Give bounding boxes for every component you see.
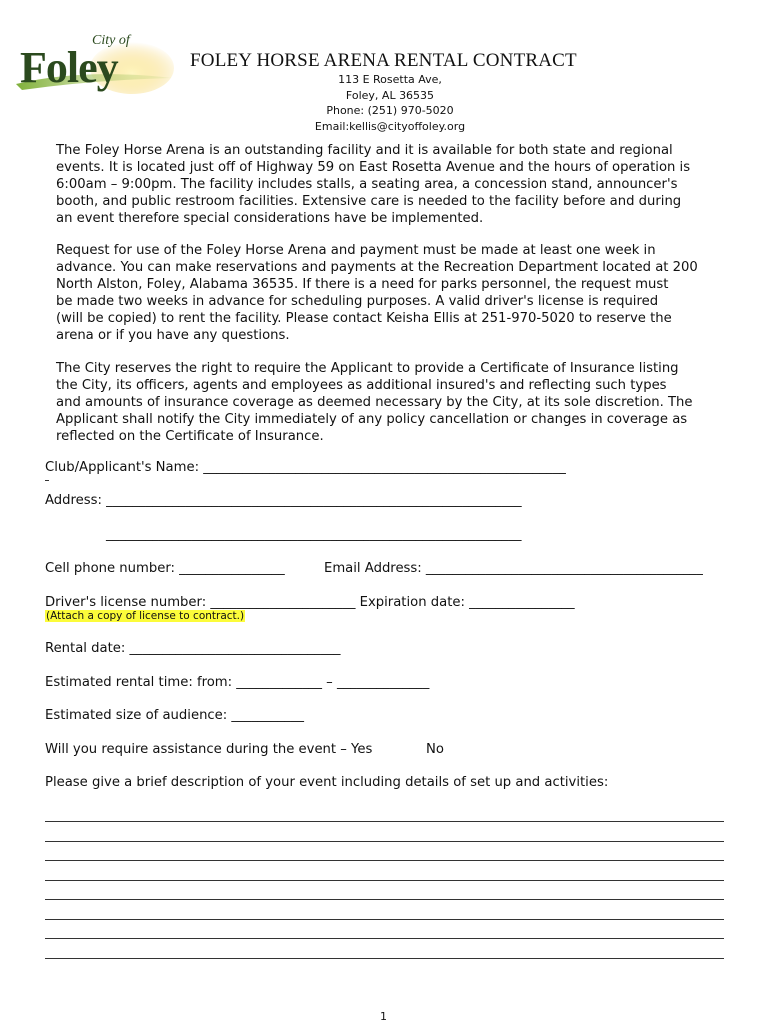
email-address-field[interactable]: Email Address: __________________________________________	[324, 561, 703, 576]
description-line[interactable]	[45, 841, 724, 842]
assistance-no-option[interactable]: No	[426, 742, 444, 757]
paragraph-line: The City reserves the right to require the Applicant to provide a Certificate of Insurance listing	[56, 361, 679, 376]
description-line[interactable]	[45, 880, 724, 881]
stray-mark	[45, 480, 49, 481]
paragraph-line: The Foley Horse Arena is an outstanding facility and it is available for both state and regional	[56, 143, 673, 158]
paragraph-line: Applicant shall notify the City immediately of any policy cancellation or changes in coverage as	[56, 412, 688, 427]
paragraph-line: 6:00am – 9:00pm. The facility includes stalls, a seating area, a concession stand, announcer's	[56, 177, 678, 192]
event-description-prompt: Please give a brief description of your event including details of set up and activities:	[45, 775, 609, 790]
cell-phone-field[interactable]: Cell phone number: ________________	[45, 561, 285, 576]
paragraph-line: the City, its officers, agents and employees as additional insured's and reflecting such types	[56, 378, 667, 393]
paragraph-line: (will be copied) to rent the facility. Please contact Keisha Ellis at 251-970-5020 to reserve the	[56, 311, 672, 326]
audience-size-field[interactable]: Estimated size of audience: ___________	[45, 708, 304, 723]
phone-line: Phone: (251) 970-5020	[326, 104, 454, 117]
page-number: 1	[380, 1010, 387, 1023]
intro-paragraph	[56, 142, 708, 227]
address-field[interactable]: Address: _______________________________________________________________	[45, 493, 522, 508]
rental-date-field[interactable]: Rental date: ________________________________	[45, 641, 341, 656]
description-line[interactable]	[45, 860, 724, 861]
request-paragraph	[56, 242, 708, 344]
logo-city-of-text: City of	[92, 33, 130, 48]
paragraph-line: North Alston, Foley, Alabama 36535. If there is a need for parks personnel, the request must	[56, 277, 669, 292]
paragraph-line: reflected on the Certificate of Insurance.	[56, 429, 324, 444]
assistance-question[interactable]: Will you require assistance during the event – Yes	[45, 742, 373, 757]
description-line[interactable]	[45, 919, 724, 920]
club-name-field[interactable]: Club/Applicant's Name: _______________________________________________________	[45, 460, 566, 475]
paragraph-line: booth, and public restroom facilities. Extensive care is needed to the facility before and during	[56, 194, 682, 209]
address-line2-field[interactable]: _______________________________________________________________	[106, 527, 522, 542]
insurance-paragraph	[56, 360, 708, 445]
contact-address-block	[300, 72, 480, 134]
logo-foley-text: Foley	[20, 43, 118, 92]
license-copy-note: (Attach a copy of license to contract.)	[46, 610, 245, 622]
description-line[interactable]	[45, 938, 724, 939]
email-line: Email:kellis@cityoffoley.org	[314, 119, 466, 133]
paragraph-line: an event therefore special considerations have be implemented.	[56, 211, 484, 226]
page-title: FOLEY HORSE ARENA RENTAL CONTRACT	[190, 50, 577, 71]
drivers-license-field[interactable]: Driver's license number: ______________________ Expiration date: ________________	[45, 595, 575, 610]
rental-time-field[interactable]: Estimated rental time: from: _____________ – ______________	[45, 675, 430, 690]
description-line[interactable]	[45, 821, 724, 822]
paragraph-line: events. It is located just off of Highway 59 on East Rosetta Avenue and the hours of operation is	[56, 160, 691, 175]
paragraph-line: advance. You can make reservations and payments at the Recreation Department located at 200	[56, 260, 698, 275]
description-line[interactable]	[45, 958, 724, 959]
paragraph-line: Request for use of the Foley Horse Arena and payment must be made at least one week in	[56, 243, 656, 258]
address-line: 113 E Rosetta Ave,	[338, 73, 442, 86]
address-line: Foley, AL 36535	[345, 88, 435, 102]
city-of-foley-logo	[14, 28, 174, 94]
paragraph-line: and amounts of insurance coverage as deemed necessary by the City, at its sole discretion. The	[56, 395, 693, 410]
description-line[interactable]	[45, 899, 724, 900]
paragraph-line: arena or if you have any questions.	[56, 328, 290, 343]
paragraph-line: be made two weeks in advance for scheduling purposes. A valid driver's license is required	[56, 294, 659, 309]
